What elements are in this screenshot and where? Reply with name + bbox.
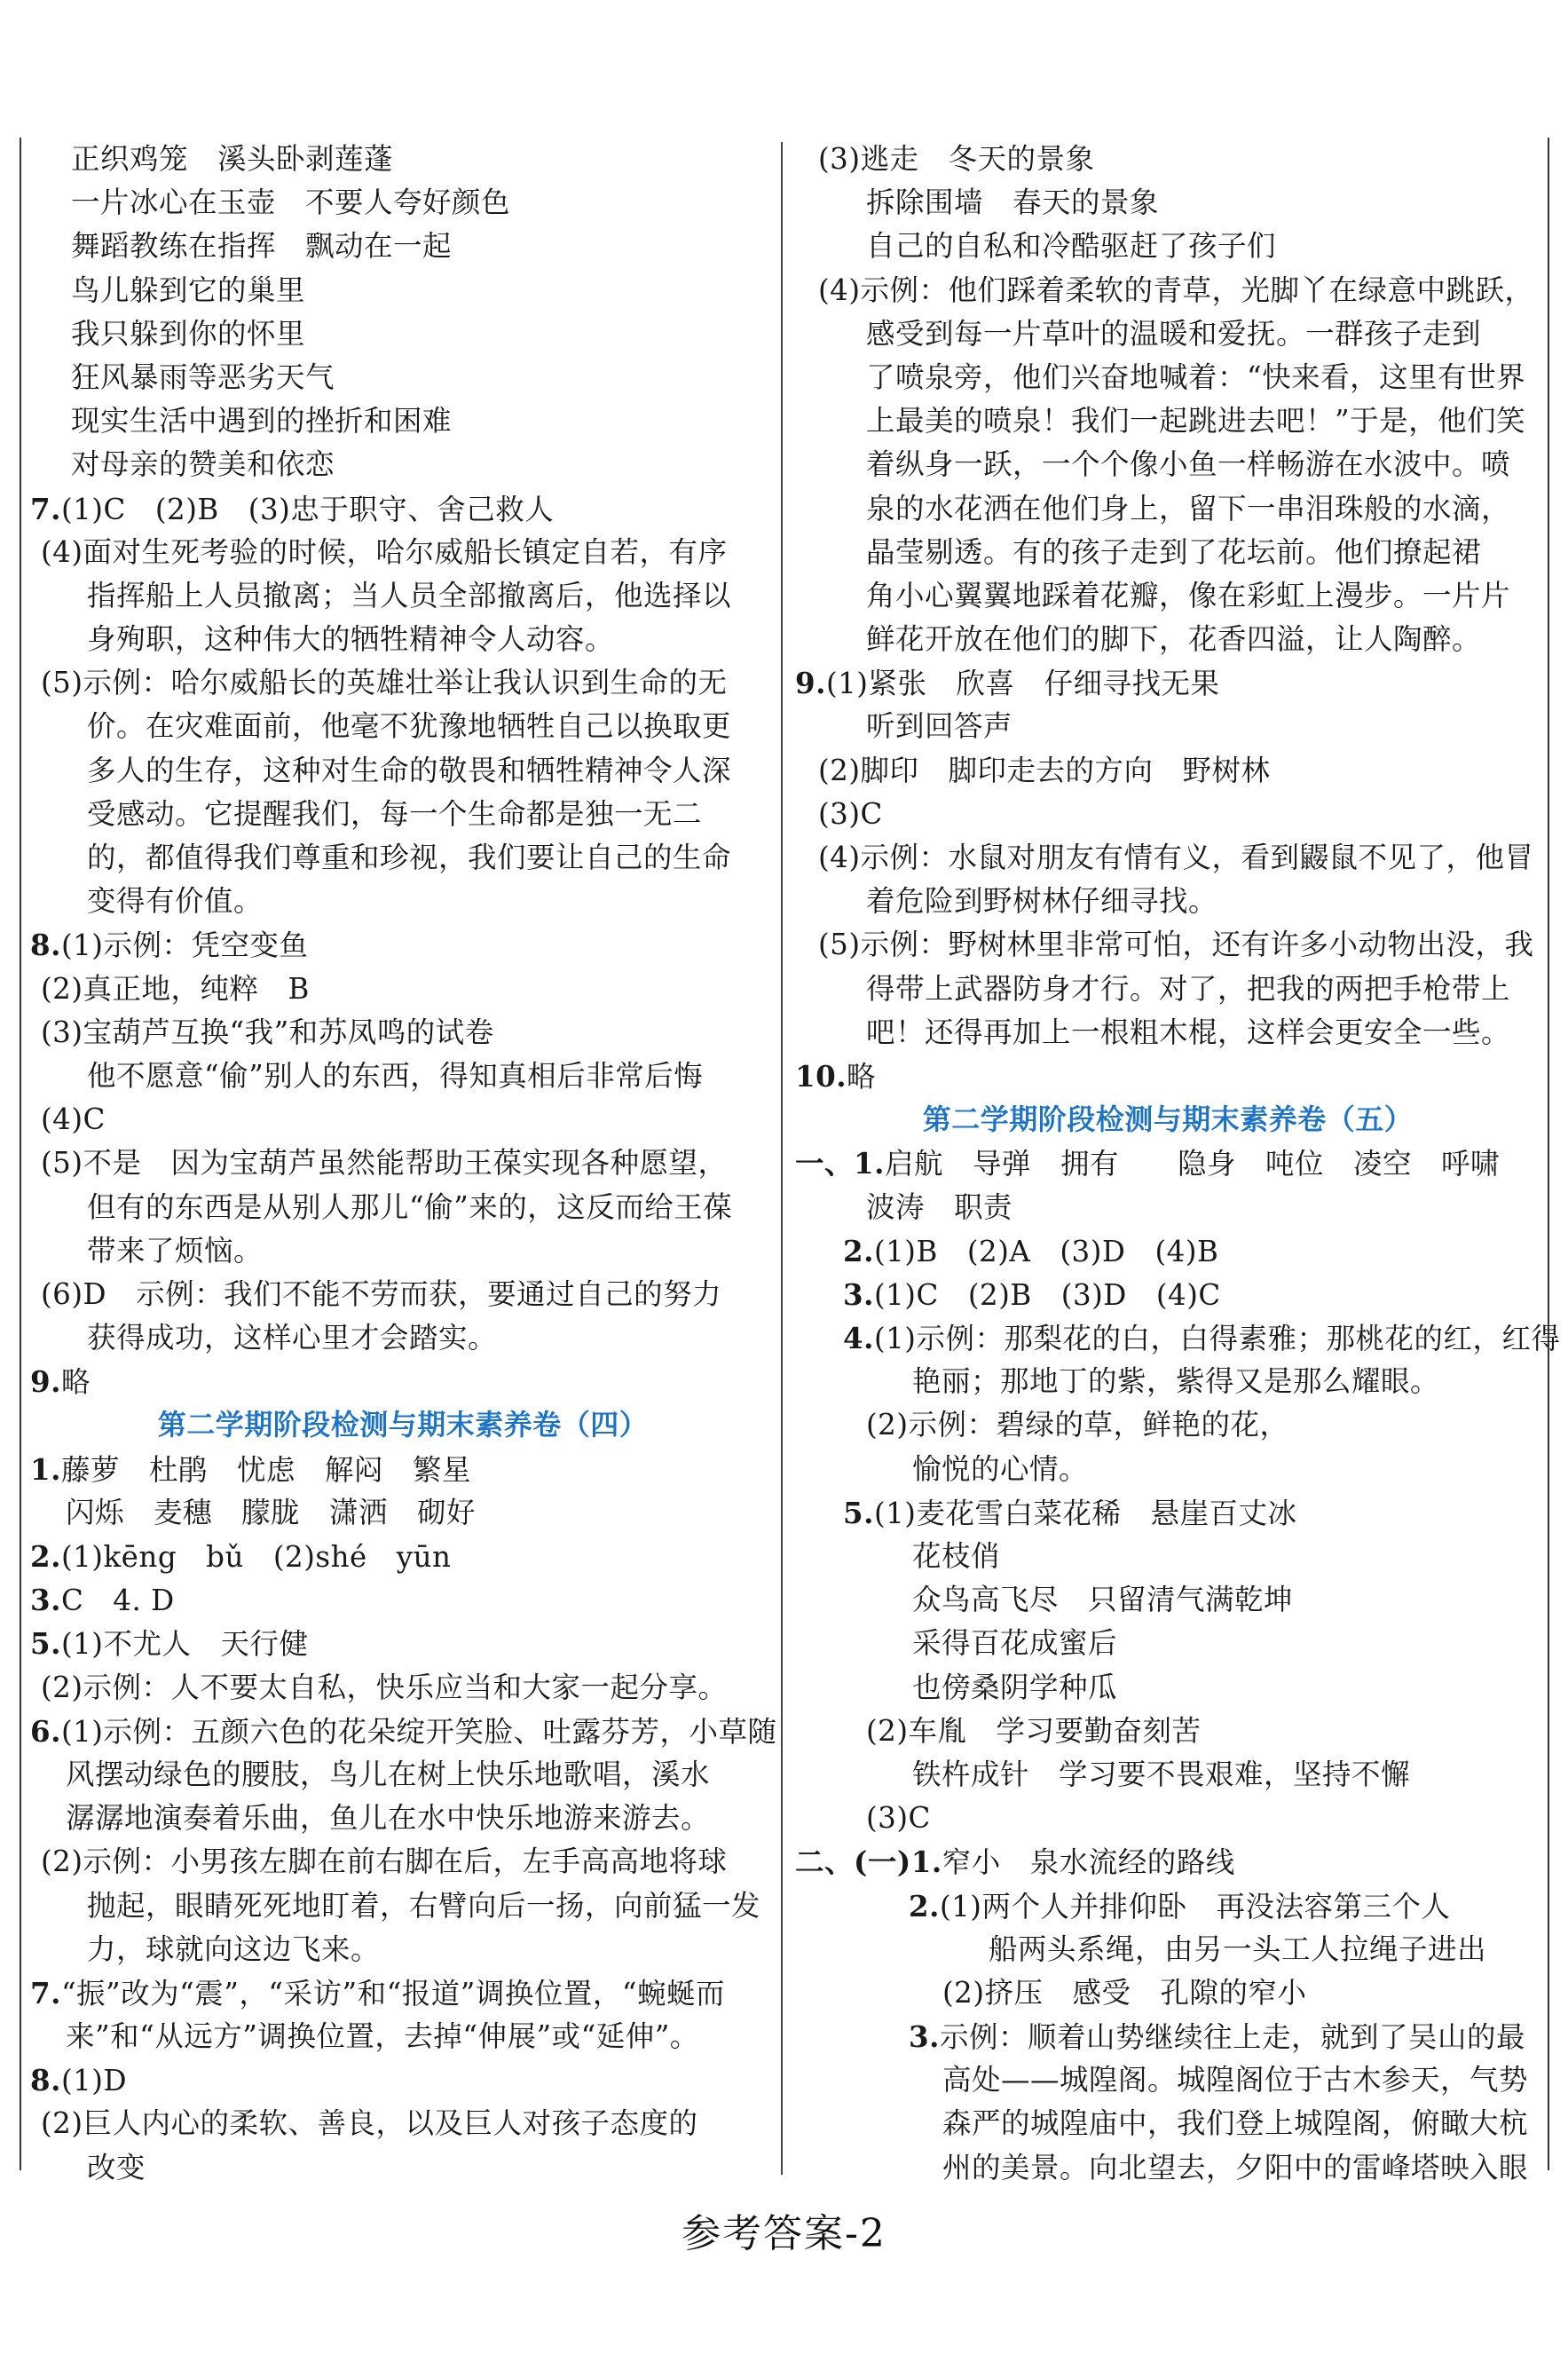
section-heading-text: 第二学期阶段检测与期末素养卷（五） — [922, 1102, 1414, 1137]
answer-line — [795, 1971, 1540, 2015]
answer-line — [30, 1928, 776, 1971]
answer-line — [30, 1840, 776, 1884]
answer-text: (2)车胤 学习要勤奋刻苦 — [866, 1713, 1202, 1748]
right-column — [795, 138, 1561, 2190]
question-number: 4. — [843, 1321, 874, 1356]
answer-text: 愉悦的心情。 — [912, 1451, 1089, 1486]
answer-line — [30, 2146, 776, 2190]
answer-line — [30, 356, 776, 399]
answer-line — [795, 749, 1540, 793]
question-number: 10. — [795, 1058, 847, 1094]
left-page-border — [20, 138, 21, 2170]
answer-line — [795, 618, 1540, 661]
question-number: 3. — [843, 1276, 874, 1312]
answer-line — [795, 225, 1540, 268]
question-number: 8. — [30, 2063, 61, 2098]
answer-text: 力，球就向这边飞来。 — [87, 1931, 381, 1966]
answer-line — [795, 1055, 1540, 1098]
answer-text: (3)C — [818, 796, 883, 831]
answer-text: 鲜花开放在他们的脚下，花香四溢，让人陶醉。 — [866, 622, 1482, 657]
section-heading — [30, 1403, 776, 1447]
answer-line — [30, 1273, 776, 1316]
answer-text: 花枝俏 — [912, 1539, 1001, 1573]
answer-line — [795, 968, 1540, 1011]
answer-text: 艳丽；那地丁的紫，紫得又是那么耀眼。 — [912, 1364, 1440, 1399]
answer-line — [795, 2058, 1540, 2102]
answer-line — [30, 1055, 776, 1098]
answer-line — [30, 1753, 776, 1797]
answer-text: 启航 导弹 拥有 隐身 吨位 凌空 呼啸 — [884, 1147, 1500, 1181]
answer-line — [30, 749, 776, 793]
answer-line — [30, 1360, 776, 1403]
answer-text: 鸟儿躲到它的巢里 — [71, 273, 306, 307]
answer-line — [795, 1753, 1540, 1797]
answer-text: 了喷泉旁，他们兴奋地喊着：“快来看，这里有世界 — [866, 359, 1526, 394]
answer-text: 多人的生存，这种对生命的敬畏和牺牲精神令人深 — [87, 753, 732, 787]
answer-text: 着纵身一跃，一个个像小鱼一样畅游在水波中。喷 — [866, 447, 1511, 482]
answer-line — [30, 618, 776, 661]
answer-text: (4)面对生死考验的时候，哈尔威船长镇定自若，有序 — [41, 534, 728, 569]
answer-line — [795, 1403, 1540, 1447]
answer-text: 自己的自私和冷酷驱赶了孩子们 — [866, 229, 1277, 264]
answer-line — [795, 793, 1540, 836]
answer-line — [30, 312, 776, 356]
answer-text: (5)不是 因为宝葫芦虽然能帮助王葆实现各种愿望， — [41, 1146, 728, 1181]
question-number: 5. — [843, 1495, 874, 1530]
answer-text: 一片冰心在玉壶 不要人夸好颜色 — [71, 186, 511, 220]
answer-line — [30, 1186, 776, 1229]
answer-line — [795, 399, 1540, 443]
answer-line — [30, 2058, 776, 2102]
question-number: 二、(一)1. — [795, 1845, 942, 1880]
answer-text: 高处——城隍阁。城隍阁位于古木参天，气势 — [942, 2063, 1529, 2097]
answer-text: 指挥船上人员撤离；当人员全部撤离后，他选择以 — [87, 578, 732, 612]
question-number: 5. — [30, 1626, 61, 1662]
answer-text: (2)真正地，纯粹 B — [41, 971, 310, 1006]
answer-line — [30, 880, 776, 923]
answer-text: 抛起，眼睛死死地盯着，右臂向后一扬，向前猛一发 — [87, 1888, 761, 1923]
answer-line — [795, 443, 1540, 486]
answer-line — [30, 574, 776, 618]
answer-line — [795, 1229, 1540, 1273]
answer-line — [795, 1142, 1540, 1185]
answer-line — [795, 1448, 1540, 1491]
question-number: 7. — [30, 491, 61, 526]
answer-text: 森严的城隍庙中，我们登上城隍阁，俯瞰大杭 — [942, 2106, 1529, 2141]
question-number: 一、1. — [795, 1146, 885, 1181]
answer-line — [30, 923, 776, 967]
answer-line — [30, 1011, 776, 1055]
answer-line — [795, 1186, 1540, 1229]
answer-text: (1)紧张 欣喜 仔细寻找无果 — [825, 667, 1220, 701]
answer-line — [795, 1578, 1540, 1622]
answer-line — [795, 1622, 1540, 1665]
answer-text: 身殉职，这种伟大的牺牲精神令人动容。 — [87, 622, 615, 657]
answer-text: (1)kēng bǔ (2)shé yūn — [60, 1540, 452, 1574]
answer-line — [795, 1797, 1540, 1840]
answer-line — [795, 836, 1540, 880]
answer-text: 泉的水花洒在他们身上，留下一串泪珠般的水滴， — [866, 491, 1511, 525]
answer-text: (1)示例：那梨花的白，白得素雅；那桃花的红，红得 — [873, 1322, 1561, 1356]
answer-text: 获得成功，这样心里才会踏实。 — [87, 1321, 498, 1355]
answer-line — [30, 968, 776, 1011]
answer-text: 拆除围墙 春天的景象 — [866, 186, 1160, 220]
answer-line — [795, 1840, 1540, 1884]
answer-line — [795, 487, 1540, 531]
answer-text: (2)挤压 感受 孔隙的窄小 — [942, 1975, 1307, 2010]
answer-text: 潺潺地演奏着乐曲，鱼儿在水中快乐地游来游去。 — [66, 1801, 711, 1836]
answer-line — [795, 1710, 1540, 1753]
answer-text: (3)C — [866, 1801, 931, 1836]
answer-line — [30, 836, 776, 880]
answer-line — [30, 181, 776, 225]
answer-line — [30, 269, 776, 312]
answer-text: 受感动。它提醒我们，每一个生命都是独一无二 — [87, 796, 703, 831]
answer-line — [30, 1491, 776, 1535]
answer-text: (1)两个人并排仰卧 再没法容第三个人 — [939, 1889, 1451, 1924]
answer-line — [795, 2102, 1540, 2145]
answer-text: (4)示例：水鼠对朋友有情有义，看到鼹鼠不见了，他冒 — [818, 841, 1534, 874]
answer-text: 改变 — [87, 2150, 146, 2184]
answer-text: 闪烁 麦穗 朦胧 潇洒 砌好 — [66, 1495, 477, 1529]
answer-line — [30, 1578, 776, 1622]
answer-line — [795, 312, 1540, 356]
answer-line — [30, 443, 776, 486]
answer-text: “振”改为“震”，“采访”和“报道”调换位置，“蜿蜒而 — [60, 1976, 725, 2010]
answer-text: 角小心翼翼地踩着花瓣，像在彩虹上漫步。一片片 — [866, 578, 1511, 612]
answer-line — [795, 1011, 1540, 1055]
question-number: 2. — [843, 1233, 874, 1268]
answer-line — [30, 1884, 776, 1928]
answer-line — [795, 531, 1540, 574]
answer-line — [795, 574, 1540, 618]
answer-text: 对母亲的赞美和依恋 — [71, 447, 335, 482]
answer-line — [795, 2146, 1540, 2190]
answer-line — [30, 1229, 776, 1273]
answer-text: (5)示例：哈尔威船长的英雄壮举让我认识到生命的无 — [41, 666, 728, 700]
answer-line — [795, 1273, 1540, 1316]
answer-line — [795, 705, 1540, 748]
answer-text: (2)巨人内心的柔软、善良，以及巨人对孩子态度的 — [41, 2106, 698, 2141]
answer-line — [795, 2015, 1540, 2058]
answer-text: 得带上武器防身才行。对了，把我的两把手枪带上 — [866, 971, 1511, 1006]
left-column — [30, 138, 776, 2190]
answer-text: 略 — [847, 1059, 877, 1094]
answer-line — [795, 923, 1540, 967]
question-number: 7. — [30, 1975, 61, 2010]
answer-line — [30, 1316, 776, 1360]
answer-text: (1)C (2)B (3)忠于职守、舍己救人 — [60, 492, 555, 526]
answer-text: 感受到每一片草叶的温暖和爱抚。一群孩子走到 — [866, 316, 1482, 351]
answer-line — [30, 138, 776, 181]
answer-text: 着危险到野树林仔细寻找。 — [866, 884, 1218, 919]
answer-line — [30, 2015, 776, 2058]
answer-line — [30, 1535, 776, 1578]
column-divider — [781, 142, 783, 2175]
answer-text: 采得百花成蜜后 — [912, 1626, 1118, 1661]
answer-line — [795, 661, 1540, 705]
answer-line — [795, 1535, 1540, 1578]
answer-line — [795, 1360, 1540, 1403]
answer-line — [30, 1710, 776, 1753]
answer-line — [795, 1316, 1561, 1360]
answer-text: 晶莹剔透。有的孩子走到了花坛前。他们撩起裙 — [866, 534, 1482, 569]
answer-text: 正织鸡笼 溪头卧剥莲蓬 — [71, 142, 394, 176]
section-heading — [795, 1098, 1540, 1142]
answer-text: (2)示例：碧绿的草，鲜艳的花， — [866, 1408, 1289, 1442]
answer-line — [30, 399, 776, 443]
answer-line — [30, 661, 776, 705]
answer-line — [30, 793, 776, 836]
answer-text: (1)麦花雪白菜花稀 悬崖百丈冰 — [873, 1496, 1297, 1530]
answer-text: 舞蹈教练在指挥 飘动在一起 — [71, 229, 453, 264]
question-number: 3. — [909, 2019, 940, 2055]
answer-text: 变得有价值。 — [87, 884, 264, 919]
answer-text: 但有的东西是从别人那儿“偷”来的，这反而给王葆 — [87, 1189, 733, 1224]
answer-text: (6)D 示例：我们不能不劳而获，要通过自己的努力 — [41, 1276, 722, 1311]
question-number: 2. — [909, 1888, 940, 1924]
answer-line — [795, 181, 1540, 225]
answer-text: (1)示例：凭空变鱼 — [60, 928, 309, 963]
question-number: 2. — [30, 1539, 61, 1574]
answer-text: (2)脚印 脚印走去的方向 野树林 — [818, 753, 1271, 787]
answer-text: (4)示例：他们踩着柔软的青草，光脚丫在绿意中跳跃， — [818, 273, 1534, 307]
answer-text: (4)C — [41, 1102, 106, 1137]
answer-text: 铁杵成针 学习要不畏艰难，坚持不懈 — [912, 1757, 1411, 1791]
answer-text: 现实生活中遇到的挫折和困难 — [71, 404, 453, 438]
answer-text: (2)示例：小男孩左脚在前右脚在后，左手高高地将球 — [41, 1845, 728, 1879]
answer-text: (1)B (2)A (3)D (4)B — [873, 1234, 1219, 1268]
answer-text: 上最美的喷泉！我们一起跳进去吧！”于是，他们笑 — [866, 404, 1526, 438]
section-heading-text: 第二学期阶段检测与期末素养卷（四） — [157, 1408, 649, 1442]
answer-text: 示例：顺着山势继续往上走，就到了吴山的最 — [939, 2020, 1525, 2055]
answer-text: (5)示例：野树林里非常可怕，还有许多小动物出没，我 — [818, 928, 1534, 962]
answer-text: 带来了烦恼。 — [87, 1233, 264, 1268]
answer-line — [30, 1971, 776, 2015]
answer-line — [795, 356, 1540, 399]
answer-line — [795, 1884, 1540, 1928]
answer-text: (1)示例：五颜六色的花朵绽开笑脸、吐露芬芳，小草随 — [60, 1714, 777, 1749]
answer-text: (3)宝葫芦互换“我”和苏凤鸣的试卷 — [41, 1015, 494, 1049]
answer-line — [30, 1098, 776, 1142]
answer-text: 听到回答声 — [866, 709, 1013, 744]
answer-line — [795, 269, 1540, 312]
answer-text: 他不愿意“偷”别人的东西，得知真相后非常后悔 — [87, 1058, 704, 1093]
answer-text: (3)逃走 冬天的景象 — [818, 142, 1095, 176]
answer-text: 的，都值得我们尊重和珍视，我们要让自己的生命 — [87, 841, 732, 874]
answer-text: (2)示例：人不要太自私，快乐应当和大家一起分享。 — [41, 1670, 728, 1704]
page-footer: 参考答案-2 — [682, 2211, 886, 2256]
answer-line — [30, 487, 776, 531]
answer-text: (1)D — [60, 2064, 128, 2098]
answer-text: 也傍桑阴学种瓜 — [912, 1670, 1118, 1704]
answer-line — [30, 1448, 776, 1491]
answer-text: (1)C (2)B (3)D (4)C — [873, 1277, 1221, 1312]
answer-text: 价。在灾难面前，他毫不犹豫地牺牲自己以换取更 — [87, 709, 732, 744]
answer-text: 来”和“从远方”调换位置，去掉“伸展”或“延伸”。 — [66, 2019, 699, 2054]
answer-line — [795, 1491, 1540, 1535]
answer-text: C 4. D — [60, 1584, 175, 1618]
answer-text: 众鸟高飞尽 只留清气满乾坤 — [912, 1583, 1294, 1617]
answer-text: 州的美景。向北望去，夕阳中的雷峰塔映入眼 — [942, 2150, 1529, 2184]
question-number: 1. — [30, 1451, 61, 1487]
question-number: 9. — [795, 666, 826, 701]
question-number: 6. — [30, 1713, 61, 1749]
question-number: 3. — [30, 1583, 61, 1618]
answer-text: 我只躲到你的怀里 — [71, 316, 306, 351]
answer-text: 窄小 泉水流经的路线 — [942, 1845, 1235, 1880]
answer-text: 波涛 职责 — [866, 1189, 1013, 1224]
answer-line — [795, 880, 1540, 923]
answer-line — [30, 705, 776, 748]
answer-line — [30, 1142, 776, 1185]
answer-text: 狂风暴雨等恶劣天气 — [71, 359, 335, 394]
answer-text: 略 — [60, 1365, 91, 1400]
answer-line — [795, 138, 1540, 181]
answer-text: 船两头系绳，由另一头工人拉绳子进出 — [989, 1931, 1487, 1966]
answer-text: 吧！还得再加上一根粗木棍，这样会更安全一些。 — [866, 1015, 1511, 1049]
answer-line — [30, 1622, 776, 1665]
answer-line — [30, 1797, 776, 1840]
answer-text: 藤萝 杜鹃 忧虑 解闷 繁星 — [60, 1452, 471, 1487]
answer-line — [30, 1666, 776, 1710]
answer-line — [30, 225, 776, 268]
right-page-border — [1548, 138, 1549, 2170]
answer-line — [30, 531, 776, 574]
question-number: 8. — [30, 928, 61, 963]
answer-line — [30, 2102, 776, 2145]
answer-text: 风摆动绿色的腰肢，鸟儿在树上快乐地歌唱，溪水 — [66, 1757, 711, 1791]
answer-line — [795, 1666, 1540, 1710]
answer-text: (1)不尤人 天行健 — [60, 1627, 309, 1662]
answer-line — [795, 1928, 1540, 1971]
question-number: 9. — [30, 1364, 61, 1400]
